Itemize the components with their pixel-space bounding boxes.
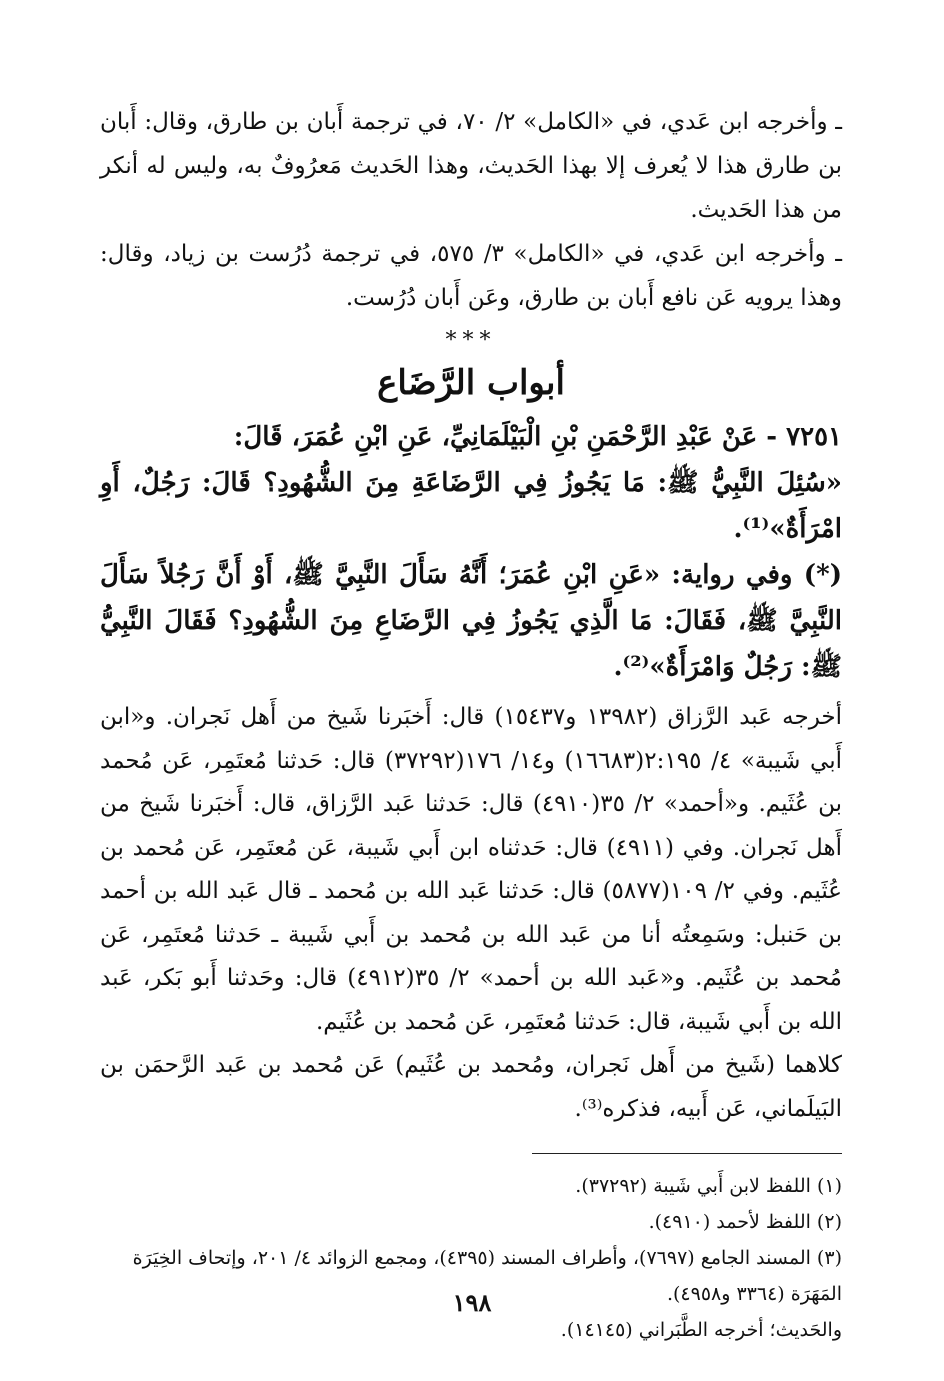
page-number: ١٩٨ <box>452 1288 492 1317</box>
intro-paragraph-2: ـ وأخرجه ابن عَدي، في «الكامل» ٣/ ٥٧٥، في ترجمة دُرُست بن زياد، وقال: وهذا يرويه عَن نافع أَبان بن طارق، وعَن أَبان دُرُست. <box>100 241 842 311</box>
hadith-variant: (*) وفي رواية: «عَنِ ابْنِ عُمَرَ؛ أَنَّهُ سَأَلَ النَّبِيَّ ﷺ، أَوْ أَنَّ رَجُلاً سَأَلَ النَّبِيَّ ﷺ، فَقَالَ: مَا الَّذِي يَجُوزُ فِي الرَّضَاعِ مِنَ الشُّهُودِ؟ فَقَالَ النَّبِيُّ ﷺ: رَجُلٌ وَامْرَأَةٌ»⁽²⁾. <box>100 560 842 682</box>
footnote-3: (٣) المسند الجامع (٧٦٩٧)، وأطراف المسند (٤٣٩٥)، ومجمع الزوائد ٤/ ٢٠١، وإتحاف الخِيَرَة المَهَرَة (٣٣٦٤ و٤٩٥٨). <box>132 1247 842 1305</box>
section-separator-stars: *** <box>445 328 497 353</box>
takhrij-paragraph-2: كلاهما (شَيخ من أَهل نَجران، ومُحمد بن عُثَيم) عَن مُحمد بن عَبد الرَّحمَن بن البَيلَماني، عَن أَبيه، فذكره⁽³⁾. <box>100 1052 842 1122</box>
page-body <box>100 100 842 1348</box>
hadith-isnad: - عَنْ عَبْدِ الرَّحْمَنِ بْنِ الْبَيْلَمَانِيِّ، عَنِ ابْنِ عُمَرَ، قَالَ: <box>233 422 778 452</box>
takhrij-paragraph-1: أخرجه عَبد الرَّزاق (١٣٩٨٢ و١٥٤٣٧) قال: أَخبَرنا شَيخ من أَهل نَجران. و«ابن أَبي شَيبة» ٤/ ٢:١٩٥(١٦٦٨٣) و١٤/ ١٧٦(٣٧٢٩٢) قال: حَدثنا مُعتَمِر، عَن مُحمد بن عُثَيم. و«أحمد» ٢/ ٣٥(٤٩١٠) قال: حَدثنا عَبد الرَّزاق، قال: أَخبَرنا شَيخ من أَهل نَجران. وفي (٤٩١١) قال: حَدثناه ابن أَبي شَيبة، عَن مُعتَمِر، عَن مُحمد بن عُثَيم. وفي ٢/ ١٠٩(٥٨٧٧) قال: حَدثنا عَبد الله بن مُحمد ـ قال عَبد الله بن أحمد بن حَنبل: وسَمِعتُه أنا من عَبد الله بن مُحمد بن أَبي شَيبة ـ حَدثنا مُعتَمِر، عَن مُحمد بن عُثَيم. و«عَبد الله بن أحمد» ٢/ ٣٥(٤٩١٢) قال: وحَدثنا أَبو بَكر، عَبد الله بن أَبي شَيبة، قال: حَدثنا مُعتَمِر، عَن مُحمد بن عُثَيم. <box>100 704 843 1035</box>
footnote-3-continued: والحَديث؛ أخرجه الطَّبَراني (١٤١٤٥). <box>560 1319 842 1341</box>
footnote-2: (٢) اللفظ لأحمد (٤٩١٠). <box>648 1211 842 1233</box>
hadith-number: ٧٢٥١ <box>786 422 842 452</box>
intro-section <box>100 100 842 320</box>
hadith-block <box>100 414 842 690</box>
intro-paragraph-1: ـ وأخرجه ابن عَدي، في «الكامل» ٢/ ٧٠، في ترجمة أَبان بن طارق، وقال: أَبان بن طارق هذا لا يُعرف إلا بهذا الحَديث، وهذا الحَديث مَعرُوفٌ به، وليس له أنكر من هذا الحَديث. <box>100 109 842 223</box>
takhrij-section <box>100 696 842 1131</box>
footnote-divider <box>532 1153 842 1154</box>
footnotes <box>100 1168 842 1348</box>
chapter-title: أبواب الرَّضَاع <box>377 363 565 403</box>
footnote-1: (١) اللفظ لابن أَبي شَيبة (٣٧٢٩٢). <box>575 1175 842 1197</box>
hadith-matn: «سُئِلَ النَّبِيُّ ﷺ: مَا يَجُوزُ فِي الرَّضَاعَةِ مِنَ الشُّهُودِ؟ قَالَ: رَجُلٌ، أَوِ امْرَأَةٌ»⁽¹⁾. <box>100 468 842 544</box>
